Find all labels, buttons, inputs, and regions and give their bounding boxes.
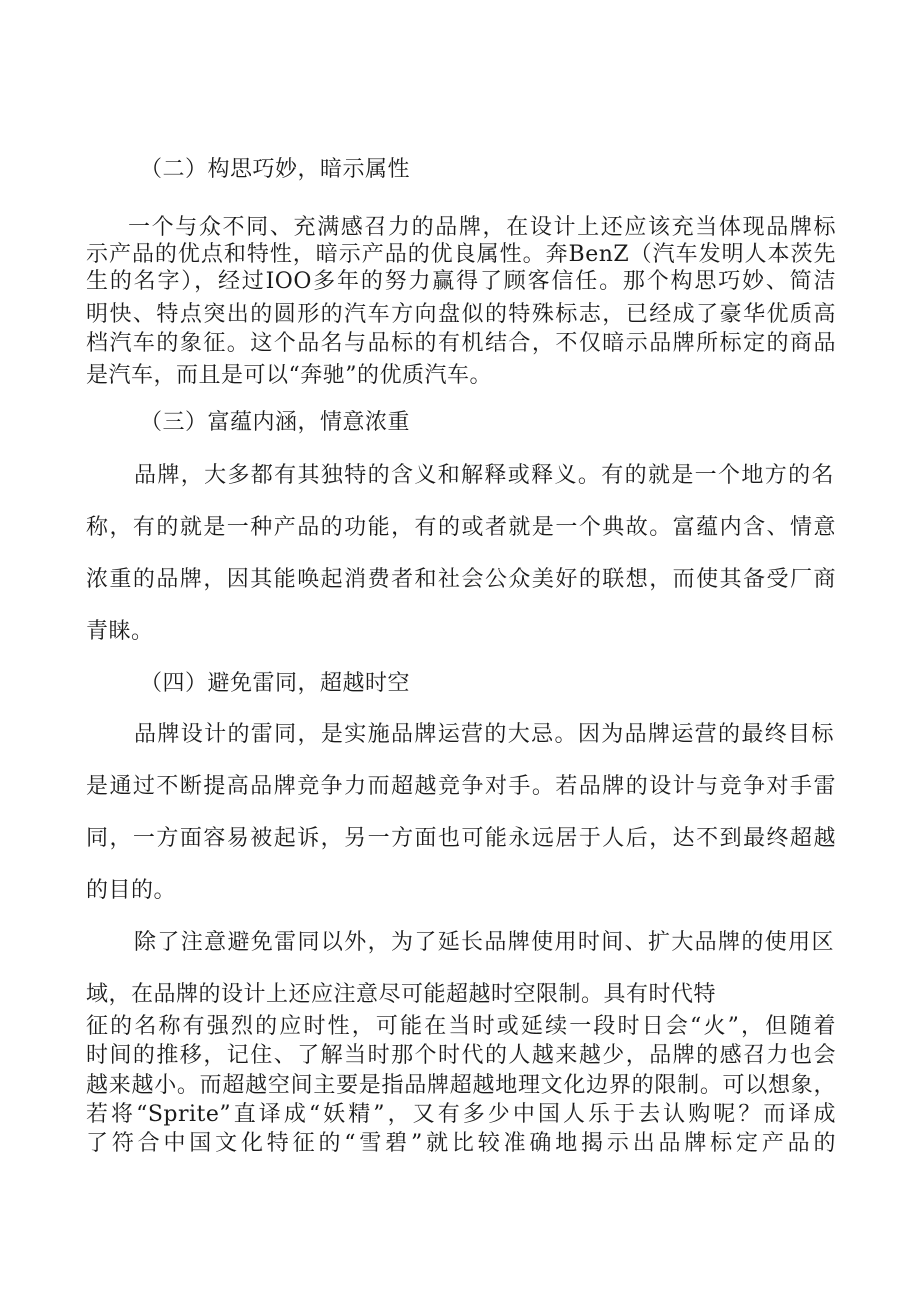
section-heading-4: （四）避免雷同，超越时空 bbox=[140, 671, 411, 696]
paragraph-line: 时间的推移，记住、了解当时那个时代的人越来越少，品牌的感召力也会 bbox=[86, 1043, 836, 1068]
paragraph-line: 品牌设计的雷同，是实施品牌运营的大忌。因为品牌运营的最终目标 bbox=[134, 722, 834, 747]
paragraph-line: 的目的。 bbox=[86, 878, 177, 903]
paragraph-line: 生的名字），经过IOO多年的努力赢得了顾客信任。那个构思巧妙、简洁 bbox=[86, 269, 836, 294]
paragraph-line: 青睐。 bbox=[86, 619, 154, 644]
paragraph-line: 是汽车，而且是可以“奔驰”的优质汽车。 bbox=[86, 363, 492, 388]
paragraph-line: 示产品的优点和特性，暗示产品的优良属性。奔BenZ（汽车发明人本茨先 bbox=[86, 242, 836, 267]
paragraph-line: 浓重的品牌，因其能唤起消费者和社会公众美好的联想，而使其备受厂商 bbox=[86, 567, 836, 592]
paragraph-line: 域，在品牌的设计上还应注意尽可能超越时空限制。具有时代特 bbox=[86, 982, 717, 1007]
paragraph-line: 品牌，大多都有其独特的含义和解释或释义。有的就是一个地方的名 bbox=[134, 463, 834, 488]
section-heading-2: （二）构思巧妙，暗示属性 bbox=[140, 157, 411, 182]
paragraph-line: 若将“Sprite”直译成“妖精”，又有多少中国人乐于去认购呢？而译成 bbox=[86, 1102, 836, 1127]
paragraph-line: 同，一方面容易被起诉，另一方面也可能永远居于人后，达不到最终超越 bbox=[86, 826, 836, 851]
paragraph-line: 除了注意避免雷同以外，为了延长品牌使用时间、扩大品牌的使用区 bbox=[134, 930, 834, 955]
paragraph-line: 一个与众不同、充满感召力的品牌，在设计上还应该充当体现品牌标 bbox=[128, 215, 836, 240]
paragraph-line: 了符合中国文化特征的“雪碧”就比较准确地揭示出品牌标定产品的 bbox=[86, 1131, 836, 1156]
paragraph-line: 明快、特点突出的圆形的汽车方向盘似的特殊标志，已经成了豪华优质高 bbox=[86, 302, 836, 327]
paragraph-line: 越来越小。而超越空间主要是指品牌超越地理文化边界的限制。可以想象， bbox=[86, 1073, 836, 1098]
paragraph-line: 称，有的就是一种产品的功能，有的或者就是一个典故。富蕴内含、情意 bbox=[86, 515, 836, 540]
paragraph-line: 是通过不断提高品牌竞争力而超越竞争对手。若品牌的设计与竞争对手雷 bbox=[86, 774, 836, 799]
paragraph-line: 档汽车的象征。这个品名与品标的有机结合，不仅暗示品牌所标定的商品 bbox=[86, 331, 836, 356]
section-heading-3: （三）富蕴内涵，情意浓重 bbox=[140, 410, 411, 435]
paragraph-line: 征的名称有强烈的应时性，可能在当时或延续一段时日会“火”，但随着 bbox=[86, 1014, 836, 1039]
